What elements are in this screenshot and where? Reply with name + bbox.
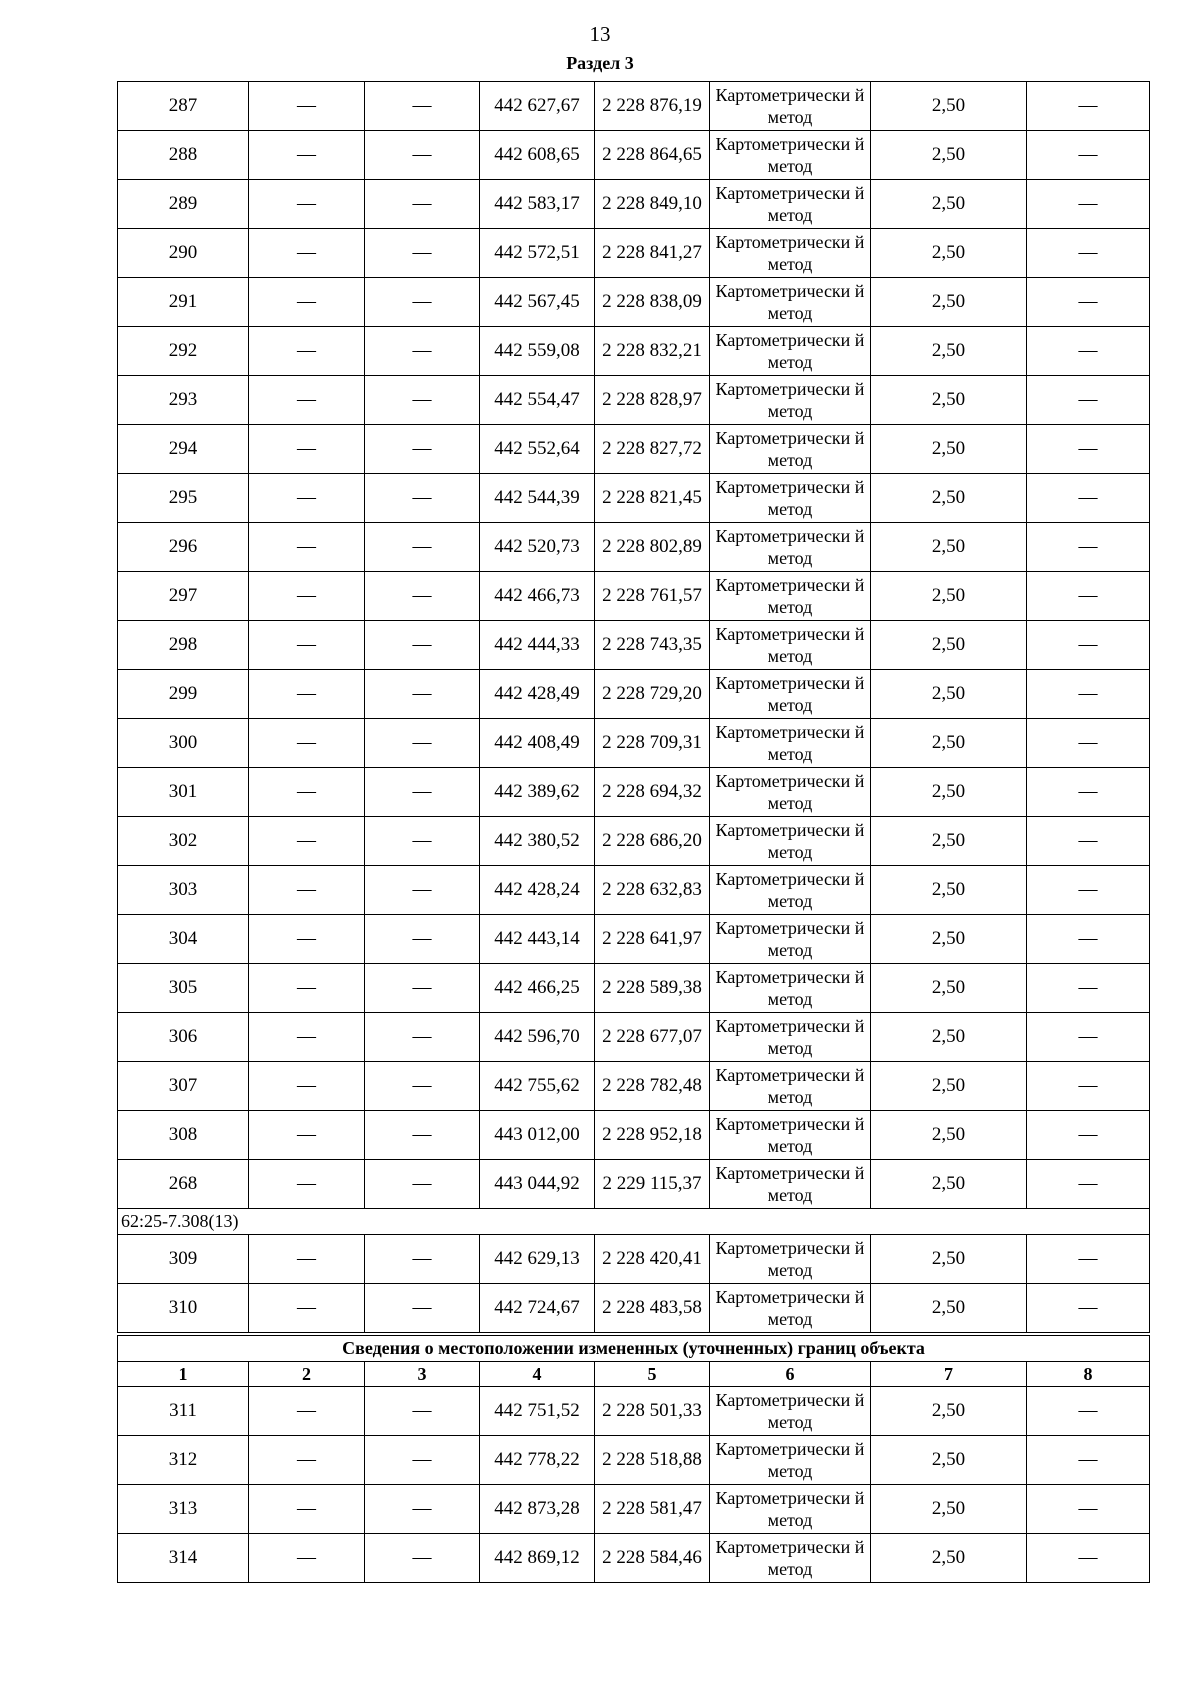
column-numbers-row <box>118 1362 1150 1387</box>
dash-cell: — <box>365 1062 480 1111</box>
table-row <box>118 866 1150 915</box>
table-row <box>118 1387 1150 1436</box>
accuracy-cell: 2,50 <box>871 1436 1027 1485</box>
accuracy-cell: 2,50 <box>871 1534 1027 1583</box>
accuracy-cell: 2,50 <box>871 1284 1027 1335</box>
y-coordinate: 2 228 849,10 <box>595 180 710 229</box>
method-cell: Картометрически й метод <box>710 719 871 768</box>
dash-cell: — <box>1027 670 1150 719</box>
y-coordinate: 2 228 686,20 <box>595 817 710 866</box>
section-title: Раздел 3 <box>566 53 634 73</box>
dash-cell: — <box>249 1235 365 1284</box>
dash-cell: — <box>1027 278 1150 327</box>
dash-cell: — <box>249 817 365 866</box>
accuracy-cell: 2,50 <box>871 1485 1027 1534</box>
table-row <box>118 474 1150 523</box>
dash-cell: — <box>365 425 480 474</box>
y-coordinate: 2 228 743,35 <box>595 621 710 670</box>
dash-cell: — <box>365 82 480 131</box>
dash-cell: — <box>365 1387 480 1436</box>
y-coordinate: 2 228 589,38 <box>595 964 710 1013</box>
table-row <box>118 1534 1150 1583</box>
column-number: 7 <box>871 1362 1027 1387</box>
dash-cell: — <box>365 572 480 621</box>
dash-cell: — <box>249 82 365 131</box>
point-number: 314 <box>118 1534 249 1583</box>
dash-cell: — <box>1027 1485 1150 1534</box>
x-coordinate: 442 869,12 <box>480 1534 595 1583</box>
dash-cell: — <box>365 474 480 523</box>
dash-cell: — <box>1027 1013 1150 1062</box>
dash-cell: — <box>1027 866 1150 915</box>
y-coordinate: 2 228 677,07 <box>595 1013 710 1062</box>
method-cell: Картометрически й метод <box>710 327 871 376</box>
method-cell: Картометрически й метод <box>710 278 871 327</box>
accuracy-cell: 2,50 <box>871 1235 1027 1284</box>
group-section <box>118 1209 1150 1235</box>
dash-cell: — <box>365 964 480 1013</box>
point-number: 300 <box>118 719 249 768</box>
dash-cell: — <box>365 327 480 376</box>
y-coordinate: 2 228 641,97 <box>595 915 710 964</box>
dash-cell: — <box>365 1160 480 1209</box>
dash-cell: — <box>249 572 365 621</box>
method-cell: Картометрически й метод <box>710 1013 871 1062</box>
x-coordinate: 442 466,73 <box>480 572 595 621</box>
point-number: 307 <box>118 1062 249 1111</box>
table-row <box>118 278 1150 327</box>
accuracy-cell: 2,50 <box>871 572 1027 621</box>
x-coordinate: 442 408,49 <box>480 719 595 768</box>
table-row <box>118 1111 1150 1160</box>
column-number: 8 <box>1027 1362 1150 1387</box>
method-cell: Картометрически й метод <box>710 180 871 229</box>
x-coordinate: 442 778,22 <box>480 1436 595 1485</box>
column-number: 3 <box>365 1362 480 1387</box>
dash-cell: — <box>1027 1534 1150 1583</box>
x-coordinate: 442 572,51 <box>480 229 595 278</box>
accuracy-cell: 2,50 <box>871 670 1027 719</box>
dash-cell: — <box>1027 327 1150 376</box>
point-number: 305 <box>118 964 249 1013</box>
changed-heading-row <box>118 1334 1150 1362</box>
dash-cell: — <box>1027 474 1150 523</box>
table-row <box>118 572 1150 621</box>
dash-cell: — <box>249 1485 365 1534</box>
y-coordinate: 2 228 802,89 <box>595 523 710 572</box>
table-row <box>118 1235 1150 1284</box>
table-row <box>118 1062 1150 1111</box>
method-cell: Картометрически й метод <box>710 866 871 915</box>
table-body-block3 <box>118 1387 1150 1583</box>
column-number: 6 <box>710 1362 871 1387</box>
point-number: 298 <box>118 621 249 670</box>
table-row <box>118 1284 1150 1335</box>
dash-cell: — <box>1027 425 1150 474</box>
dash-cell: — <box>365 768 480 817</box>
method-cell: Картометрически й метод <box>710 229 871 278</box>
table-row <box>118 82 1150 131</box>
group-row <box>118 1209 1150 1235</box>
x-coordinate: 442 629,13 <box>480 1235 595 1284</box>
dash-cell: — <box>249 327 365 376</box>
method-cell: Картометрически й метод <box>710 1111 871 1160</box>
column-number: 1 <box>118 1362 249 1387</box>
dash-cell: — <box>365 915 480 964</box>
accuracy-cell: 2,50 <box>871 474 1027 523</box>
accuracy-cell: 2,50 <box>871 229 1027 278</box>
point-number: 306 <box>118 1013 249 1062</box>
y-coordinate: 2 228 952,18 <box>595 1111 710 1160</box>
y-coordinate: 2 228 864,65 <box>595 131 710 180</box>
accuracy-cell: 2,50 <box>871 719 1027 768</box>
method-cell: Картометрически й метод <box>710 817 871 866</box>
accuracy-cell: 2,50 <box>871 131 1027 180</box>
dash-cell: — <box>365 1436 480 1485</box>
x-coordinate: 442 608,65 <box>480 131 595 180</box>
x-coordinate: 442 520,73 <box>480 523 595 572</box>
table-body-block1 <box>118 82 1150 1209</box>
y-coordinate: 2 228 782,48 <box>595 1062 710 1111</box>
dash-cell: — <box>1027 915 1150 964</box>
point-number: 313 <box>118 1485 249 1534</box>
dash-cell: — <box>1027 180 1150 229</box>
point-number: 294 <box>118 425 249 474</box>
accuracy-cell: 2,50 <box>871 817 1027 866</box>
point-number: 309 <box>118 1235 249 1284</box>
dash-cell: — <box>365 131 480 180</box>
y-coordinate: 2 228 876,19 <box>595 82 710 131</box>
dash-cell: — <box>1027 1387 1150 1436</box>
y-coordinate: 2 228 694,32 <box>595 768 710 817</box>
dash-cell: — <box>1027 82 1150 131</box>
y-coordinate: 2 228 632,83 <box>595 866 710 915</box>
accuracy-cell: 2,50 <box>871 621 1027 670</box>
dash-cell: — <box>249 866 365 915</box>
dash-cell: — <box>1027 719 1150 768</box>
method-cell: Картометрически й метод <box>710 1387 871 1436</box>
method-cell: Картометрически й метод <box>710 572 871 621</box>
table-row <box>118 1160 1150 1209</box>
y-coordinate: 2 228 483,58 <box>595 1284 710 1335</box>
table-row <box>118 768 1150 817</box>
point-number: 310 <box>118 1284 249 1335</box>
method-cell: Картометрически й метод <box>710 1160 871 1209</box>
dash-cell: — <box>249 474 365 523</box>
dash-cell: — <box>249 523 365 572</box>
point-number: 303 <box>118 866 249 915</box>
dash-cell: — <box>249 1160 365 1209</box>
table-row <box>118 817 1150 866</box>
column-number: 4 <box>480 1362 595 1387</box>
accuracy-cell: 2,50 <box>871 1387 1027 1436</box>
accuracy-cell: 2,50 <box>871 523 1027 572</box>
point-number: 292 <box>118 327 249 376</box>
accuracy-cell: 2,50 <box>871 180 1027 229</box>
table-row <box>118 915 1150 964</box>
table-body-block2 <box>118 1235 1150 1335</box>
table-row <box>118 964 1150 1013</box>
point-number: 304 <box>118 915 249 964</box>
dash-cell: — <box>1027 964 1150 1013</box>
dash-cell: — <box>249 1387 365 1436</box>
dash-cell: — <box>249 425 365 474</box>
table-row <box>118 1013 1150 1062</box>
changed-heading: Сведения о местоположении измененных (уточненных) границ объекта <box>118 1334 1150 1362</box>
dash-cell: — <box>365 1013 480 1062</box>
point-number: 302 <box>118 817 249 866</box>
group-label: 62:25-7.308(13) <box>118 1209 1150 1235</box>
method-cell: Картометрически й метод <box>710 474 871 523</box>
dash-cell: — <box>249 1062 365 1111</box>
x-coordinate: 442 873,28 <box>480 1485 595 1534</box>
x-coordinate: 442 583,17 <box>480 180 595 229</box>
x-coordinate: 443 044,92 <box>480 1160 595 1209</box>
x-coordinate: 442 466,25 <box>480 964 595 1013</box>
accuracy-cell: 2,50 <box>871 1062 1027 1111</box>
point-number: 290 <box>118 229 249 278</box>
point-number: 287 <box>118 82 249 131</box>
x-coordinate: 442 443,14 <box>480 915 595 964</box>
dash-cell: — <box>1027 1436 1150 1485</box>
x-coordinate: 442 444,33 <box>480 621 595 670</box>
point-number: 289 <box>118 180 249 229</box>
dash-cell: — <box>365 1534 480 1583</box>
dash-cell: — <box>365 1235 480 1284</box>
method-cell: Картометрически й метод <box>710 621 871 670</box>
table-row <box>118 719 1150 768</box>
dash-cell: — <box>1027 621 1150 670</box>
x-coordinate: 442 559,08 <box>480 327 595 376</box>
dash-cell: — <box>1027 376 1150 425</box>
point-number: 312 <box>118 1436 249 1485</box>
dash-cell: — <box>365 523 480 572</box>
method-cell: Картометрически й метод <box>710 915 871 964</box>
method-cell: Картометрически й метод <box>710 376 871 425</box>
x-coordinate: 442 428,24 <box>480 866 595 915</box>
dash-cell: — <box>249 1436 365 1485</box>
accuracy-cell: 2,50 <box>871 425 1027 474</box>
method-cell: Картометрически й метод <box>710 1062 871 1111</box>
table-row <box>118 327 1150 376</box>
accuracy-cell: 2,50 <box>871 1013 1027 1062</box>
point-number: 311 <box>118 1387 249 1436</box>
y-coordinate: 2 229 115,37 <box>595 1160 710 1209</box>
dash-cell: — <box>365 229 480 278</box>
y-coordinate: 2 228 581,47 <box>595 1485 710 1534</box>
y-coordinate: 2 228 838,09 <box>595 278 710 327</box>
accuracy-cell: 2,50 <box>871 915 1027 964</box>
y-coordinate: 2 228 501,33 <box>595 1387 710 1436</box>
accuracy-cell: 2,50 <box>871 768 1027 817</box>
page-number: 13 <box>589 22 611 46</box>
x-coordinate: 442 552,64 <box>480 425 595 474</box>
dash-cell: — <box>365 1485 480 1534</box>
table-row <box>118 670 1150 719</box>
y-coordinate: 2 228 729,20 <box>595 670 710 719</box>
dash-cell: — <box>365 621 480 670</box>
dash-cell: — <box>249 915 365 964</box>
point-number: 295 <box>118 474 249 523</box>
method-cell: Картометрически й метод <box>710 1235 871 1284</box>
table-row <box>118 523 1150 572</box>
y-coordinate: 2 228 828,97 <box>595 376 710 425</box>
accuracy-cell: 2,50 <box>871 327 1027 376</box>
point-number: 301 <box>118 768 249 817</box>
x-coordinate: 442 751,52 <box>480 1387 595 1436</box>
accuracy-cell: 2,50 <box>871 278 1027 327</box>
accuracy-cell: 2,50 <box>871 82 1027 131</box>
dash-cell: — <box>365 817 480 866</box>
dash-cell: — <box>249 180 365 229</box>
table-row <box>118 229 1150 278</box>
x-coordinate: 442 596,70 <box>480 1013 595 1062</box>
method-cell: Картометрически й метод <box>710 82 871 131</box>
dash-cell: — <box>1027 1160 1150 1209</box>
dash-cell: — <box>365 670 480 719</box>
accuracy-cell: 2,50 <box>871 1160 1027 1209</box>
method-cell: Картометрически й метод <box>710 131 871 180</box>
y-coordinate: 2 228 420,41 <box>595 1235 710 1284</box>
table-row <box>118 1436 1150 1485</box>
dash-cell: — <box>1027 1235 1150 1284</box>
method-cell: Картометрически й метод <box>710 425 871 474</box>
dash-cell: — <box>249 670 365 719</box>
table-row <box>118 180 1150 229</box>
table-row <box>118 1485 1150 1534</box>
point-number: 297 <box>118 572 249 621</box>
dash-cell: — <box>249 964 365 1013</box>
dash-cell: — <box>365 376 480 425</box>
dash-cell: — <box>1027 1111 1150 1160</box>
dash-cell: — <box>365 866 480 915</box>
accuracy-cell: 2,50 <box>871 1111 1027 1160</box>
y-coordinate: 2 228 832,21 <box>595 327 710 376</box>
method-cell: Картометрически й метод <box>710 1284 871 1335</box>
method-cell: Картометрически й метод <box>710 523 871 572</box>
x-coordinate: 442 544,39 <box>480 474 595 523</box>
y-coordinate: 2 228 827,72 <box>595 425 710 474</box>
x-coordinate: 442 755,62 <box>480 1062 595 1111</box>
dash-cell: — <box>249 1534 365 1583</box>
dash-cell: — <box>249 768 365 817</box>
table-row <box>118 131 1150 180</box>
dash-cell: — <box>1027 817 1150 866</box>
x-coordinate: 442 428,49 <box>480 670 595 719</box>
accuracy-cell: 2,50 <box>871 866 1027 915</box>
dash-cell: — <box>365 1284 480 1335</box>
method-cell: Картометрически й метод <box>710 1534 871 1583</box>
x-coordinate: 443 012,00 <box>480 1111 595 1160</box>
y-coordinate: 2 228 761,57 <box>595 572 710 621</box>
point-number: 291 <box>118 278 249 327</box>
x-coordinate: 442 567,45 <box>480 278 595 327</box>
dash-cell: — <box>249 621 365 670</box>
dash-cell: — <box>365 278 480 327</box>
table-row <box>118 376 1150 425</box>
dash-cell: — <box>249 719 365 768</box>
y-coordinate: 2 228 584,46 <box>595 1534 710 1583</box>
method-cell: Картометрически й метод <box>710 768 871 817</box>
table-row <box>118 621 1150 670</box>
dash-cell: — <box>249 229 365 278</box>
y-coordinate: 2 228 821,45 <box>595 474 710 523</box>
dash-cell: — <box>365 1111 480 1160</box>
point-number: 296 <box>118 523 249 572</box>
dash-cell: — <box>1027 131 1150 180</box>
accuracy-cell: 2,50 <box>871 964 1027 1013</box>
column-number: 2 <box>249 1362 365 1387</box>
dash-cell: — <box>1027 229 1150 278</box>
y-coordinate: 2 228 518,88 <box>595 1436 710 1485</box>
accuracy-cell: 2,50 <box>871 376 1027 425</box>
method-cell: Картометрически й метод <box>710 964 871 1013</box>
coordinates-table <box>117 81 1150 1583</box>
point-number: 299 <box>118 670 249 719</box>
point-number: 308 <box>118 1111 249 1160</box>
dash-cell: — <box>249 1284 365 1335</box>
dash-cell: — <box>1027 572 1150 621</box>
dash-cell: — <box>249 1013 365 1062</box>
x-coordinate: 442 627,67 <box>480 82 595 131</box>
method-cell: Картометрически й метод <box>710 1485 871 1534</box>
dash-cell: — <box>249 1111 365 1160</box>
dash-cell: — <box>249 131 365 180</box>
point-number: 293 <box>118 376 249 425</box>
column-number: 5 <box>595 1362 710 1387</box>
dash-cell: — <box>365 180 480 229</box>
dash-cell: — <box>1027 768 1150 817</box>
point-number: 288 <box>118 131 249 180</box>
x-coordinate: 442 554,47 <box>480 376 595 425</box>
dash-cell: — <box>1027 1284 1150 1335</box>
dash-cell: — <box>365 719 480 768</box>
y-coordinate: 2 228 841,27 <box>595 229 710 278</box>
x-coordinate: 442 389,62 <box>480 768 595 817</box>
method-cell: Картометрически й метод <box>710 670 871 719</box>
x-coordinate: 442 724,67 <box>480 1284 595 1335</box>
y-coordinate: 2 228 709,31 <box>595 719 710 768</box>
method-cell: Картометрически й метод <box>710 1436 871 1485</box>
dash-cell: — <box>1027 523 1150 572</box>
dash-cell: — <box>249 376 365 425</box>
x-coordinate: 442 380,52 <box>480 817 595 866</box>
changed-boundaries-header <box>118 1334 1150 1387</box>
point-number: 268 <box>118 1160 249 1209</box>
table-row <box>118 425 1150 474</box>
dash-cell: — <box>1027 1062 1150 1111</box>
dash-cell: — <box>249 278 365 327</box>
